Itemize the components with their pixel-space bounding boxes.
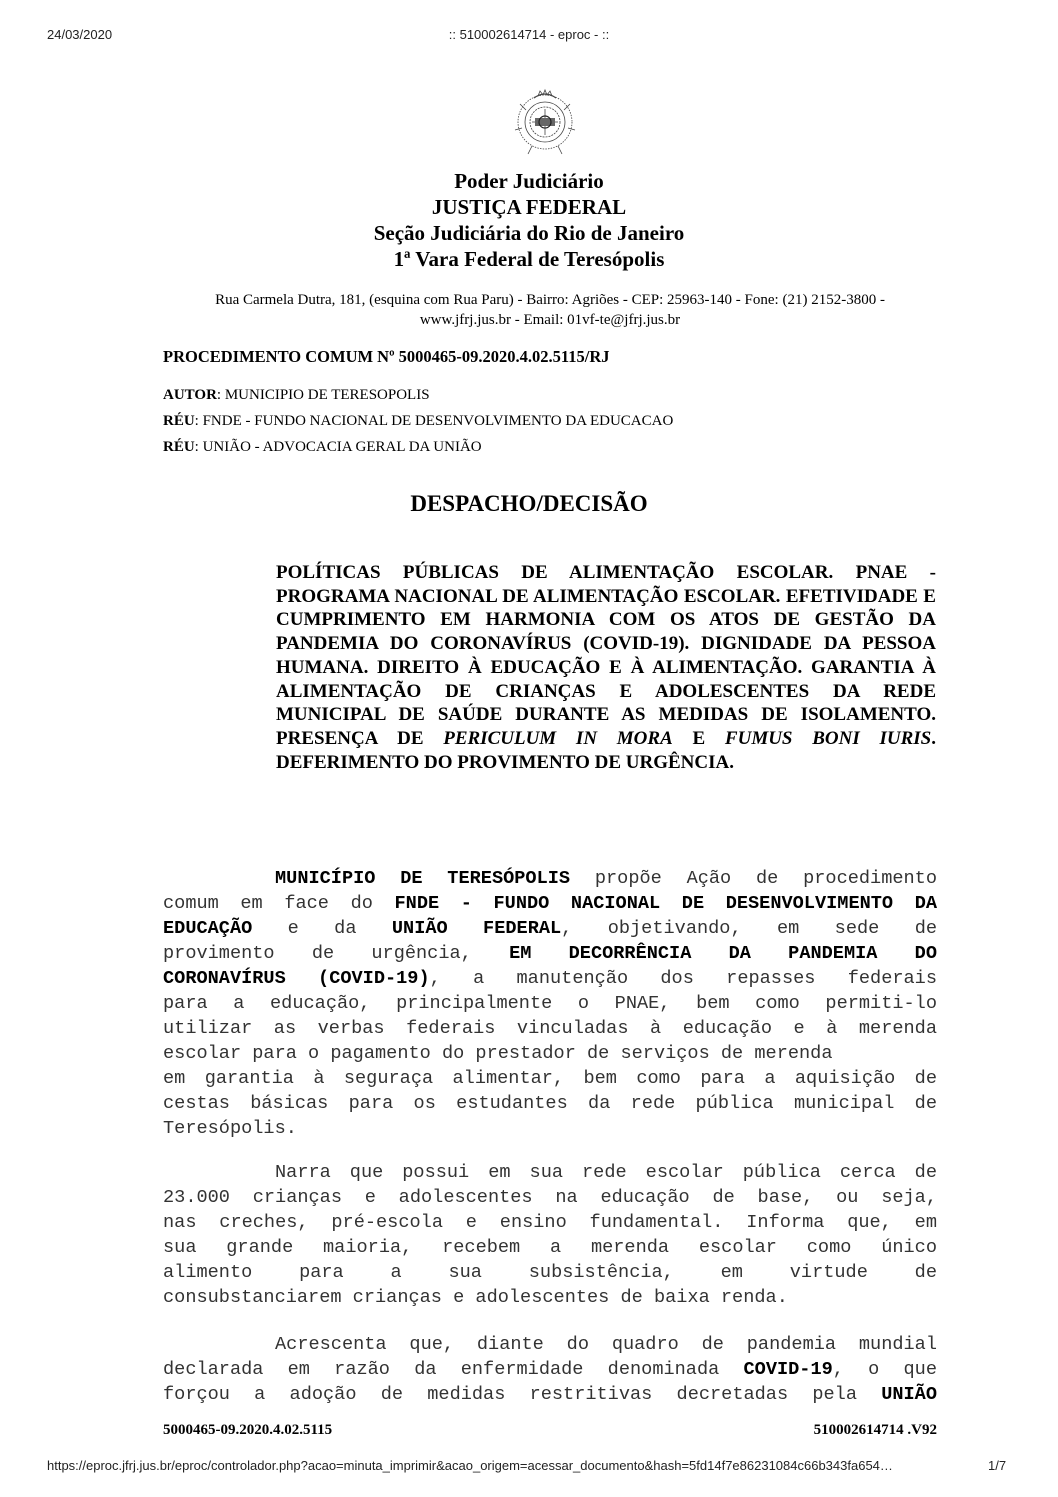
parties-list: [163, 382, 673, 460]
party-defendant-2: RÉU: UNIÃO - ADVOCACIA GERAL DA UNIÃO: [163, 439, 482, 455]
coat-of-arms-icon: [512, 88, 578, 160]
print-page-number: 1/7: [988, 1458, 1007, 1473]
print-url: https://eproc.jfrj.jus.br/eproc/controlador.php?acao=minuta_imprimir&acao_origem=acessar_documento&hash=5fd14f7e86231084c66b343fa654…: [47, 1458, 893, 1473]
document-title: DESPACHO/DECISÃO: [410, 491, 648, 516]
footer-document-id: 510002614714 .V92: [813, 1422, 937, 1438]
ementa-summary: POLÍTICAS PÚBLICAS DE ALIMENTAÇÃO ESCOLAR. PNAE - PROGRAMA NACIONAL DE ALIMENTAÇÃO ESCOLAR. EFETIVIDADE E CUMPRIMENTO EM HARMONIA COM OS ATOS DE GESTÃO DA PANDEMIA DO CORONAVÍRUS (COVID-19). DIGNIDADE DA PESSOA HUMANA. DIREITO À EDUCAÇÃO E À ALIMENTAÇÃO. GARANTIA À ALIMENTAÇÃO DE CRIANÇAS E ADOLESCENTES DA REDE MUNICIPAL DE SAÚDE DURANTE AS MEDIDAS DE ISOLAMENTO. PRESENÇA DE PERICULUM IN MORA E FUMUS BONI IURIS. DEFERIMENTO DO PROVIMENTO DE URGÊNCIA.: [276, 562, 936, 773]
court-name: JUSTIÇA FEDERAL: [431, 195, 627, 219]
paragraph-1: MUNICÍPIO DE TERESÓPOLIS propõe Ação de procedimento comum em face do FNDE - FUNDO NACIONAL DE DESENVOLVIMENTO DA EDUCAÇÃO e da UNIÃO FEDERAL, objetivando, em sede de provimento de urgência, EM DECORRÊNCIA DA PANDEMIA DO CORONAVÍRUS (COVID-19), a manutenção dos repasses federais para a educação, principalmente o PNAE, bem como permiti-lo utilizar as verbas federais vinculadas à educação e à merenda escolar para o pagamento do prestador de serviços de merenda em garantia à seguraça alimentar, bem como para a aquisição de cestas básicas para os estudantes da rede pública municipal de Teresópolis.: [163, 868, 937, 1139]
court-address: Rua Carmela Dutra, 181, (esquina com Rua Paru) - Bairro: Agriões - CEP: 25963-140 - Fone: (21) 2152-3800 -: [215, 292, 885, 308]
procedure-number: PROCEDIMENTO COMUM Nº 5000465-09.2020.4.02.5115/RJ: [163, 347, 610, 366]
court-section: Seção Judiciária do Rio de Janeiro: [373, 221, 685, 245]
paragraph-3: Acrescenta que, diante do quadro de pandemia mundial declarada em razão da enfermidade denominada COVID-19, o que forçou a adoção de medidas restritivas decretadas pela UNIÃO: [163, 1334, 937, 1405]
court-contact: www.jfrj.jus.br - Email: 01vf-te@jfrj.jus.br: [419, 312, 681, 328]
court-division: 1ª Vara Federal de Teresópolis: [393, 247, 665, 271]
footer-process-number: 5000465-09.2020.4.02.5115: [163, 1422, 333, 1438]
paragraph-2: Narra que possui em sua rede escolar pública cerca de 23.000 crianças e adolescentes na educação de base, ou seja, nas creches, pré-escola e ensino fundamental. Informa que, em sua grande maioria, recebem a merenda escolar como único alimento para a sua subsistência, em virtude de consubstanciarem crianças e adolescentes de baixa renda.: [163, 1162, 937, 1308]
party-defendant-1: RÉU: FNDE - FUNDO NACIONAL DE DESENVOLVIMENTO DA EDUCACAO: [163, 413, 674, 429]
print-date: 24/03/2020: [47, 27, 113, 42]
print-title: :: 510002614714 - eproc - ::: [448, 27, 610, 42]
court-branch: Poder Judiciário: [454, 169, 604, 193]
party-plaintiff: AUTOR: MUNICIPIO DE TERESOPOLIS: [163, 387, 430, 403]
